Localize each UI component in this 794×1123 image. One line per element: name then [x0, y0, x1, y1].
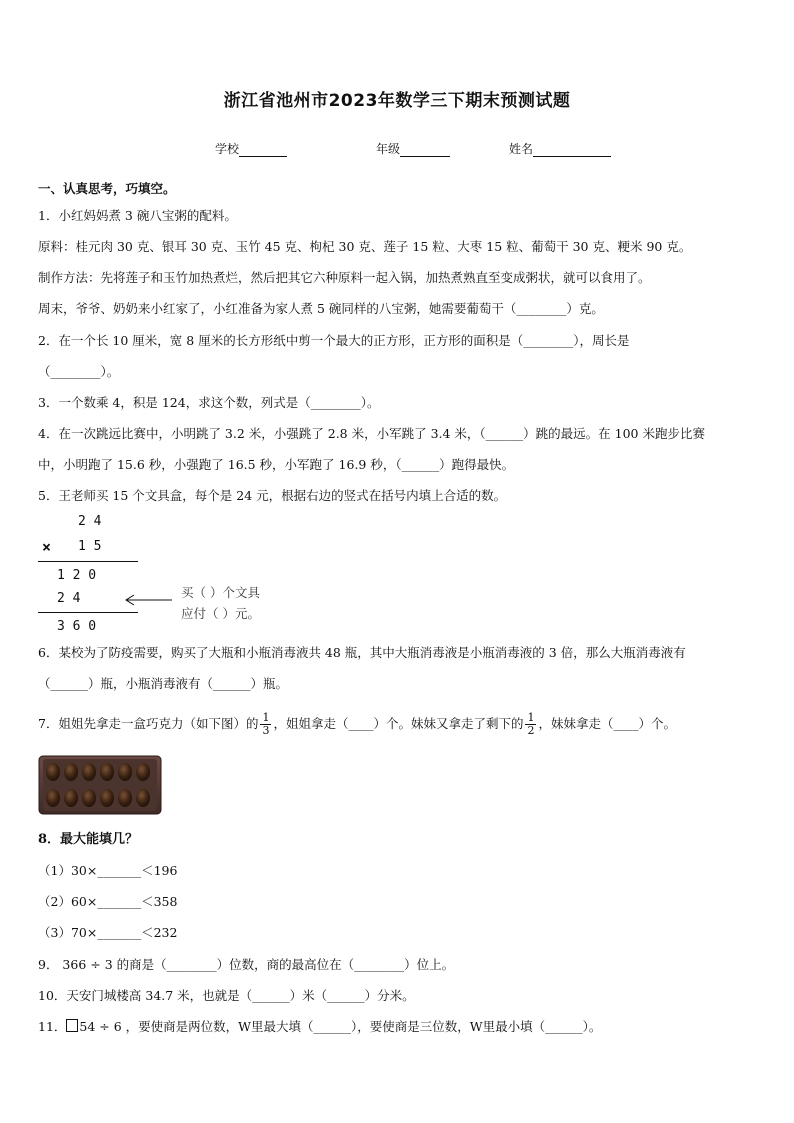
name-label: 姓名 — [509, 142, 534, 156]
calc-row-4: 2 4 — [57, 591, 81, 606]
calc-divider-1 — [38, 561, 138, 562]
section-heading: 一、认真思考，巧填空。 — [38, 181, 176, 196]
question-8-title: 8．最大能填几？ — [38, 832, 139, 847]
question-8-item-1: （1）30×_______＜196 — [38, 863, 178, 878]
question-4-line-1: 4．在一次跳远比赛中，小明跳了 3.2 米，小强跳了 2.8 米，小军跳了 3.4 米，（______）跳的最远。在 100 米跑步比赛 — [38, 426, 705, 441]
question-1-line-2: 原料：桂元肉 30 克、银耳 30 克、玉竹 45 克、枸杞 30 克、莲子 15 粒、大枣 15 粒、葡萄干 30 克、粳米 90 克。 — [38, 239, 692, 254]
question-5: 5．王老师买 15 个文具盒，每个是 24 元，根据右边的竖式在括号内填上合适的数。 — [38, 488, 507, 503]
calc-row-3: 1 2 0 — [57, 568, 97, 583]
question-10: 10．天安门城楼高 34.7 米，也就是（______）米（______）分米。 — [38, 988, 415, 1003]
question-2-line-1: 2．在一个长 10 厘米，宽 8 厘米的长方形纸中剪一个最大的正方形，正方形的面积是（________），周长是 — [38, 333, 630, 348]
fraction-one-third — [260, 712, 271, 737]
question-1-line-3: 制作方法：先将莲子和玉竹加热煮烂，然后把其它六种原料一起入锅，加热煮熟直至变成粥状，就可以食用了。 — [38, 270, 651, 285]
blank-square-icon — [66, 1019, 78, 1032]
calc-divider-2 — [38, 612, 138, 613]
calc-note-2: 应付（ ）元。 — [181, 606, 260, 621]
calc-row-1: 2 4 — [78, 514, 102, 529]
arrow-left-icon — [124, 594, 174, 606]
question-11-text: 54 ÷ 6 ，要使商是两位数，W里最大填（______），要使商是三位数，W里最小填（______）。 — [79, 1019, 602, 1034]
question-11 — [38, 1019, 601, 1035]
question-3: 3．一个数乘 4，积是 124，求这个数，列式是（________）。 — [38, 395, 380, 410]
fraction-one-half — [525, 712, 536, 737]
page-title: 浙江省池州市2023年数学三下期末预测试题 — [223, 91, 571, 111]
school-field — [215, 140, 287, 157]
question-2-line-2: （________）。 — [38, 364, 120, 379]
calc-row-5: 3 6 0 — [57, 619, 97, 634]
chocolate-box-image — [38, 755, 162, 815]
question-7 — [38, 712, 676, 737]
question-8-item-3: （3）70×_______＜232 — [38, 925, 178, 940]
question-8-item-2: （2）60×_______＜358 — [38, 894, 178, 909]
school-label: 学校 — [215, 142, 240, 156]
name-field — [509, 140, 611, 157]
question-7-part-c: ，妹妹拿走（____）个。 — [538, 716, 676, 731]
question-1-line-1: 1．小红妈妈煮 3 碗八宝粥的配料。 — [38, 208, 237, 223]
fraction-numerator: 1 — [262, 711, 270, 724]
calc-note-1: 买（ ）个文具 — [181, 585, 260, 600]
question-6-line-2: （______）瓶，小瓶消毒液有（______）瓶。 — [38, 676, 289, 691]
question-7-part-b: ，姐姐拿走（____）个。妹妹又拿走了剩下的 — [273, 716, 524, 731]
name-blank[interactable] — [533, 143, 611, 157]
school-blank[interactable] — [239, 143, 287, 157]
question-7-part-a: 7．姐姐先拿走一盒巧克力（如下图）的 — [38, 716, 259, 731]
times-sign: × — [42, 538, 52, 556]
question-1-line-4: 周末，爷爷、奶奶来小红家了，小红准备为家人煮 5 碗同样的八宝粥，她需要葡萄干（________）克。 — [38, 301, 604, 316]
grade-blank[interactable] — [400, 143, 450, 157]
fraction-denominator: 2 — [527, 724, 535, 737]
calc-row-2: 1 5 — [78, 539, 102, 554]
fraction-denominator: 3 — [262, 724, 270, 737]
question-11-number: 11． — [38, 1019, 67, 1034]
grade-label: 年级 — [376, 142, 401, 156]
question-6-line-1: 6．某校为了防疫需要，购买了大瓶和小瓶消毒液共 48 瓶，其中大瓶消毒液是小瓶消毒液的 3 倍，那么大瓶消毒液有 — [38, 645, 686, 660]
question-9: 9． 366 ÷ 3 的商是（________）位数，商的最高位在（________）位上。 — [38, 957, 455, 972]
grade-field — [376, 140, 450, 157]
question-4-line-2: 中，小明跑了 15.6 秒，小强跑了 16.5 秒，小军跑了 16.9 秒，（______）跑得最快。 — [38, 457, 515, 472]
fraction-numerator: 1 — [527, 711, 535, 724]
